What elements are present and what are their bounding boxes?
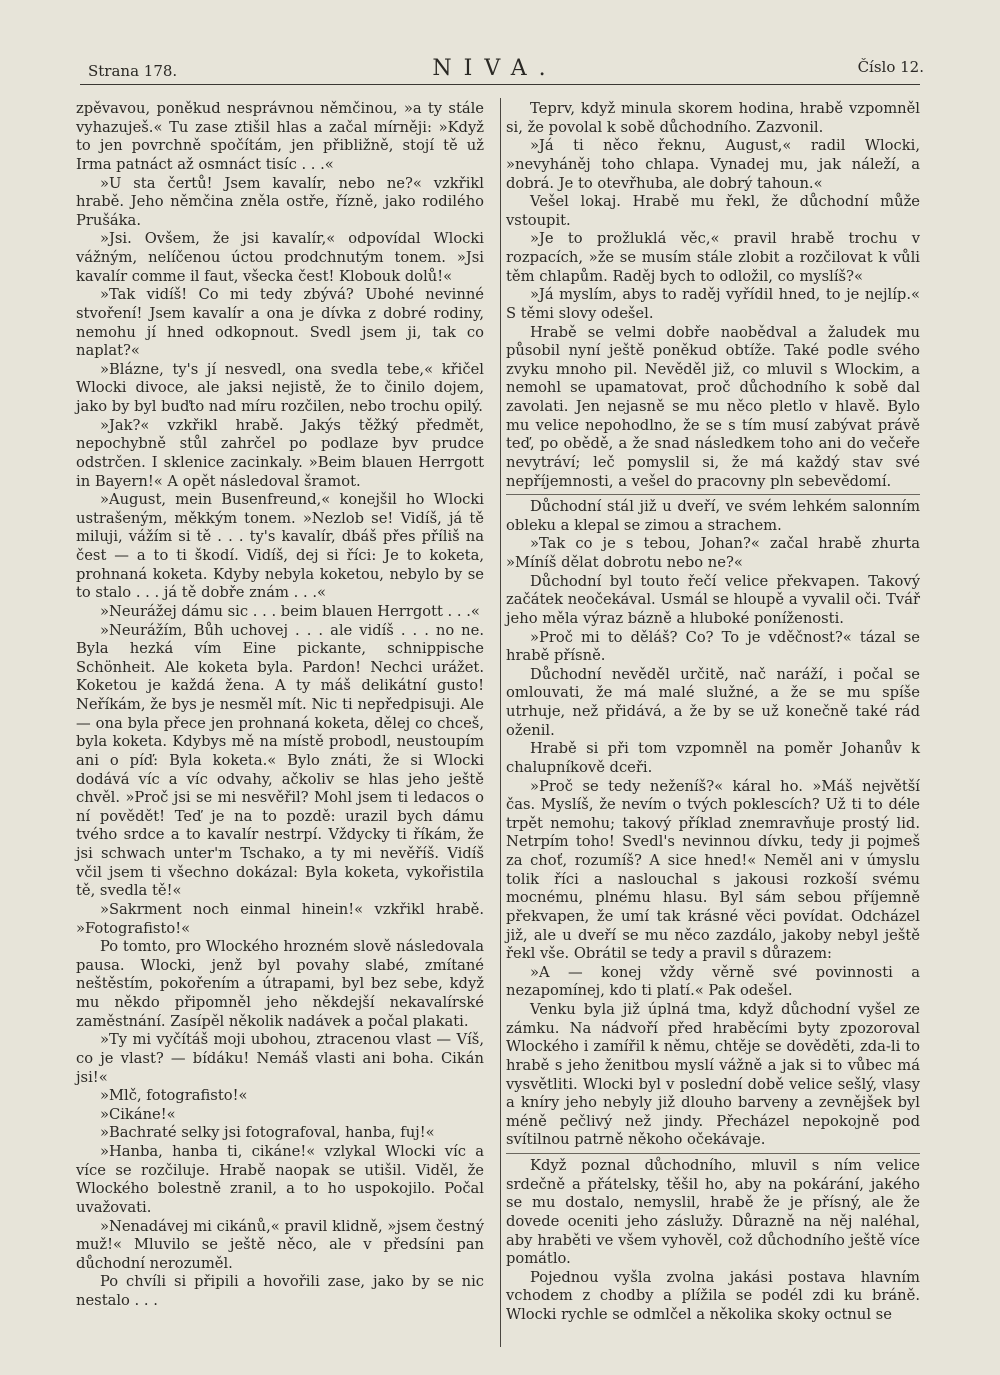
right-column-section-1	[506, 100, 920, 491]
paragraph: Po chvíli si připili a hovořili zase, jako by se nic nestalo . . .	[76, 1273, 484, 1309]
paragraph: Hrabě si při tom vzpomněl na poměr Johanův k chalupníkově dceři.	[506, 740, 920, 776]
paragraph: Pojednou vyšla zvolna jakási postava hlavním vchodem z chodby a plížila se podél zdi ku bráně. Wlocki rychle se odmlčel a několika skoky octnul se	[506, 1268, 920, 1323]
paragraph: »Blázne, ty's jí nesvedl, ona svedla tebe,« křičel Wlocki divoce, ale jaksi nejistě, že to činilo dojem, jako by byl buďto nad míru rozčilen, nebo trochu opilý.	[76, 360, 484, 415]
paragraph: »Proč mi to děláš? Co? To je vděčnost?« tázal se hrabě přísně.	[506, 628, 920, 665]
paragraph: »Tak vidíš! Co mi tedy zbývá? Ubohé nevinné stvoření! Jsem kavalír a ona je dívka z dobré rodiny, nemohu jí hned odkopnout. Svedl jsem ji, tak co naplat?«	[76, 286, 484, 360]
paragraph: »Tak co je s tebou, Johan?« začal hrabě zhurta »Míníš dělat dobrotu nebo ne?«	[506, 535, 920, 571]
paragraph: »A — konej vždy věrně své povinnosti a nezapomínej, kdo ti platí.« Pak odešel.	[506, 963, 920, 1000]
paragraph: Po tomto, pro Wlockého hrozném slově následovala pausa. Wlocki, jenž byl povahy slabé, zmítané neštěstím, pokořením a útrapami, byl bez sebe, když mu někdo připomněl jeho někdejší nekavalírské zaměstnání. Zasípěl několik nadávek a počal plakati.	[76, 938, 484, 1030]
paragraph: Důchodní stál již u dveří, ve svém lehkém salonním obleku a klepal se zimou a strachem.	[506, 498, 920, 534]
journal-title: NIVA.	[432, 56, 558, 81]
paragraph: »Hanba, hanba ti, cikáne!« vzlykal Wlocki víc a více se rozčiluje. Hrabě naopak se utišil. Viděl, že Wlockého bolestně zranil, a to ho uspokojilo. Počal uvažovati.	[76, 1143, 484, 1216]
paragraph: zpěvavou, poněkud nesprávnou němčinou, »a ty stále vyhazuješ.« Tu zase ztišil hlas a začal mírněji: »Když to jen povrchně spočítám, jen přibližně, stojí tě už Irma patnáct až osmnáct tisíc . . .«	[76, 100, 484, 173]
page-number: Strana 178.	[88, 62, 178, 80]
paragraph: »Jak?« vzkřikl hrabě. Jakýs těžký předmět, nepochybně stůl zahrčel po podlaze byv prudce odstrčen. I sklenice zacinkaly. »Beim blauen Herrgott in Bayern!« A opět následoval šramot.	[76, 416, 484, 490]
paragraph: »Nenadávej mi cikánů,« pravil klidně, »jsem čestný muž!« Mluvilo se ještě něco, ale v předsíni pan důchodní nerozuměl.	[76, 1217, 484, 1272]
paragraph: »Jsi. Ovšem, že jsi kavalír,« odpovídal Wlocki vážným, nelíčenou úctou prodchnutým tonem. »Jsi kavalír comme il faut, všecka čest! Klobouk dolů!«	[76, 230, 484, 285]
paragraph: Vešel lokaj. Hrabě mu řekl, že důchodní může vstoupit.	[506, 193, 920, 229]
header-rule	[80, 84, 920, 85]
paragraph: »August, mein Busenfreund,« konejšil ho Wlocki ustrašeným, měkkým tonem. »Nezlob se! Vidíš, já tě miluji, vážím si tě . . . ty's kavalír, dbáš přes příliš na čest — a to ti škodí. Vidíš, dej si říci: Je to koketa, prohnaná koketa. Kdyby nebyla koketou, nebylo by se to stalo . . . já tě dobře znám . . .«	[76, 491, 484, 602]
paragraph: »Je to prožluklá věc,« pravil hrabě trochu v rozpacích, »že se musím stále zlobit a rozčilovat k vůli těm chlapům. Raděj bych to odložil, co myslíš?«	[506, 230, 920, 285]
issue-number: Číslo 12.	[857, 58, 924, 76]
paragraph: Teprv, když minula skorem hodina, hrabě vzpomněl si, že povolal k sobě důchodního. Zazvonil.	[506, 100, 920, 136]
right-column-section-2	[506, 498, 920, 1150]
paragraph: »Bachraté selky jsi fotografoval, hanba, fuj!«	[100, 1124, 435, 1142]
paragraph: Důchodní nevěděl určitě, nač naráží, i počal se omlouvati, že má malé služné, a že se mu spíše utrhuje, než přidává, a že by se už konečně také rád oženil.	[506, 665, 920, 739]
right-column	[506, 100, 920, 1325]
paragraph: Hrabě se velmi dobře naobědval a žaludek mu působil nyní ještě poněkud obtíže. Také podle svého zvyku mnoho pil. Nevěděl již, co mluvil s Wlockim, a nemohl se upamatovat, proč důchodního k sobě dal zavolati. Jen nejasně se mu něco pletlo v hlavě. Bylo mu velice nepohodlno, že se s tím musí zabývat právě teď, po obědě, a že snad následkem toho ani do večeře nevytráví; leč pomyslil si, že má každý stav své nepříjemnosti, a vešel do pracovny pln sebevědomí.	[506, 323, 920, 490]
paragraph: »Já myslím, abys to raděj vyřídil hned, to je nejlíp.« S těmi slovy odešel.	[506, 286, 920, 322]
paragraph: »Mlč, fotografisto!«	[100, 1087, 248, 1105]
paragraph: »Neurážej dámu sic . . . beim blauen Herrgott . . .«	[100, 602, 480, 620]
page-header	[60, 54, 930, 88]
paragraph: »Proč se tedy neženíš?« káral ho. »Máš největší čas. Myslíš, že nevím o tvých poklescích? Už ti to déle trpět nemohu; takový příklad znemravňuje prostý lid. Netrpím toho! Svedl's nevinnou dívku, tedy ji pojmeš za choť, rozumíš? A sice hned!« Neměl ani v úmyslu tolik říci a naslouchal s jakousi rozkoší svému mocnému, plnému hlasu. Byl sám sebou příjemně překvapen, že umí tak krásné věci povídat. Odcházel již, ale u dveří se mu něco zazdálo, jakoby nebyl ještě řekl vše. Obrátil se tedy a pravil s důrazem:	[506, 777, 920, 963]
right-column-section-3	[506, 1157, 920, 1325]
paragraph: »Sakrment noch einmal hinein!« vzkřikl hrabě. »Fotografisto!«	[76, 900, 484, 937]
section-divider	[506, 1153, 920, 1154]
paragraph: Venku byla již úplná tma, když důchodní vyšel ze zámku. Na nádvoří před hraběcími byty zpozoroval Wlockého i zamířil k němu, chtěje se dověděti, zda-li to hrabě s jeho ženitbou myslí vážně a jak si to vůbec má vysvětliti. Wlocki byl v poslední době velice sešlý, vlasy a kníry jeho nebyly již dlouho barveny a zevnějšek byl méně pečlivý než jindy. Přecházel nepokojně pod svítilnou patrně někoho očekávaje.	[506, 1001, 920, 1149]
left-column	[76, 100, 484, 1311]
paragraph: Když poznal důchodního, mluvil s ním velice srdečně a přátelsky, těšil ho, aby na pokárání, jakého se mu dostalo, nemyslil, hrabě že je přísný, ale že dovede oceniti jeho záslužy. Důrazně na něj naléhal, aby hraběti ve všem vyhověl, což důchodního ještě více pomátlo.	[506, 1157, 920, 1268]
paragraph: »Já ti něco řeknu, August,« radil Wlocki, »nevyháněj toho chlapa. Vynadej mu, jak náleží, a dobrá. Je to otevřhuba, ale dobrý tahoun.«	[506, 137, 920, 192]
paragraph: »Neurážím, Bůh uchovej . . . ale vidíš . . . no ne. Byla hezká vím Eine pickante, schnippische Schönheit. Ale koketa byla. Pardon! Nechci urážet. Koketou je každá žena. A ty máš delikátní gusto! Neříkám, že bys je nesměl mít. Nic ti nepředpisuji. Ale — ona byla přece jen prohnaná koketa, dělej co chceš, byla koketa. Kdybys mě na místě probodl, neustoupím ani o píď: Byla koketa.« Bylo znáti, že si Wlocki dodává víc a víc odvahy, ačkoliv se hlas jeho ještě chvěl. »Proč jsi se mi nesvěřil? Mohl jsem ti ledacos o ní povědět! Teď je na to pozdě: urazil bych dámu tvého srdce a to kavalír nestrpí. Vždycky ti říkám, že jsi schwach unter'm Tschako, a ty mi nevěříš. Vidíš včil jsem ti všechno dokázal: Byla koketa, vykořistila tě, svedla tě!«	[76, 621, 484, 900]
section-divider	[506, 494, 920, 495]
paragraph: »Cikáne!«	[100, 1105, 176, 1123]
paragraph: »U sta čertů! Jsem kavalír, nebo ne?« vzkřikl hrabě. Jeho němčina zněla ostře, řízně, jako rodilého Prušáka.	[76, 174, 484, 229]
column-rule	[500, 98, 501, 1347]
paragraph: »Ty mi vyčítáš moji ubohou, ztracenou vlast — Víš, co je vlast? — bídáku! Nemáš vlasti ani boha. Cikán jsi!«	[76, 1031, 484, 1086]
paragraph: Důchodní byl touto řečí velice překvapen. Takový začátek neočekával. Usmál se hloupě a vyvalil oči. Tvář jeho měla výraz bázně a hluboké poníženosti.	[506, 572, 920, 627]
